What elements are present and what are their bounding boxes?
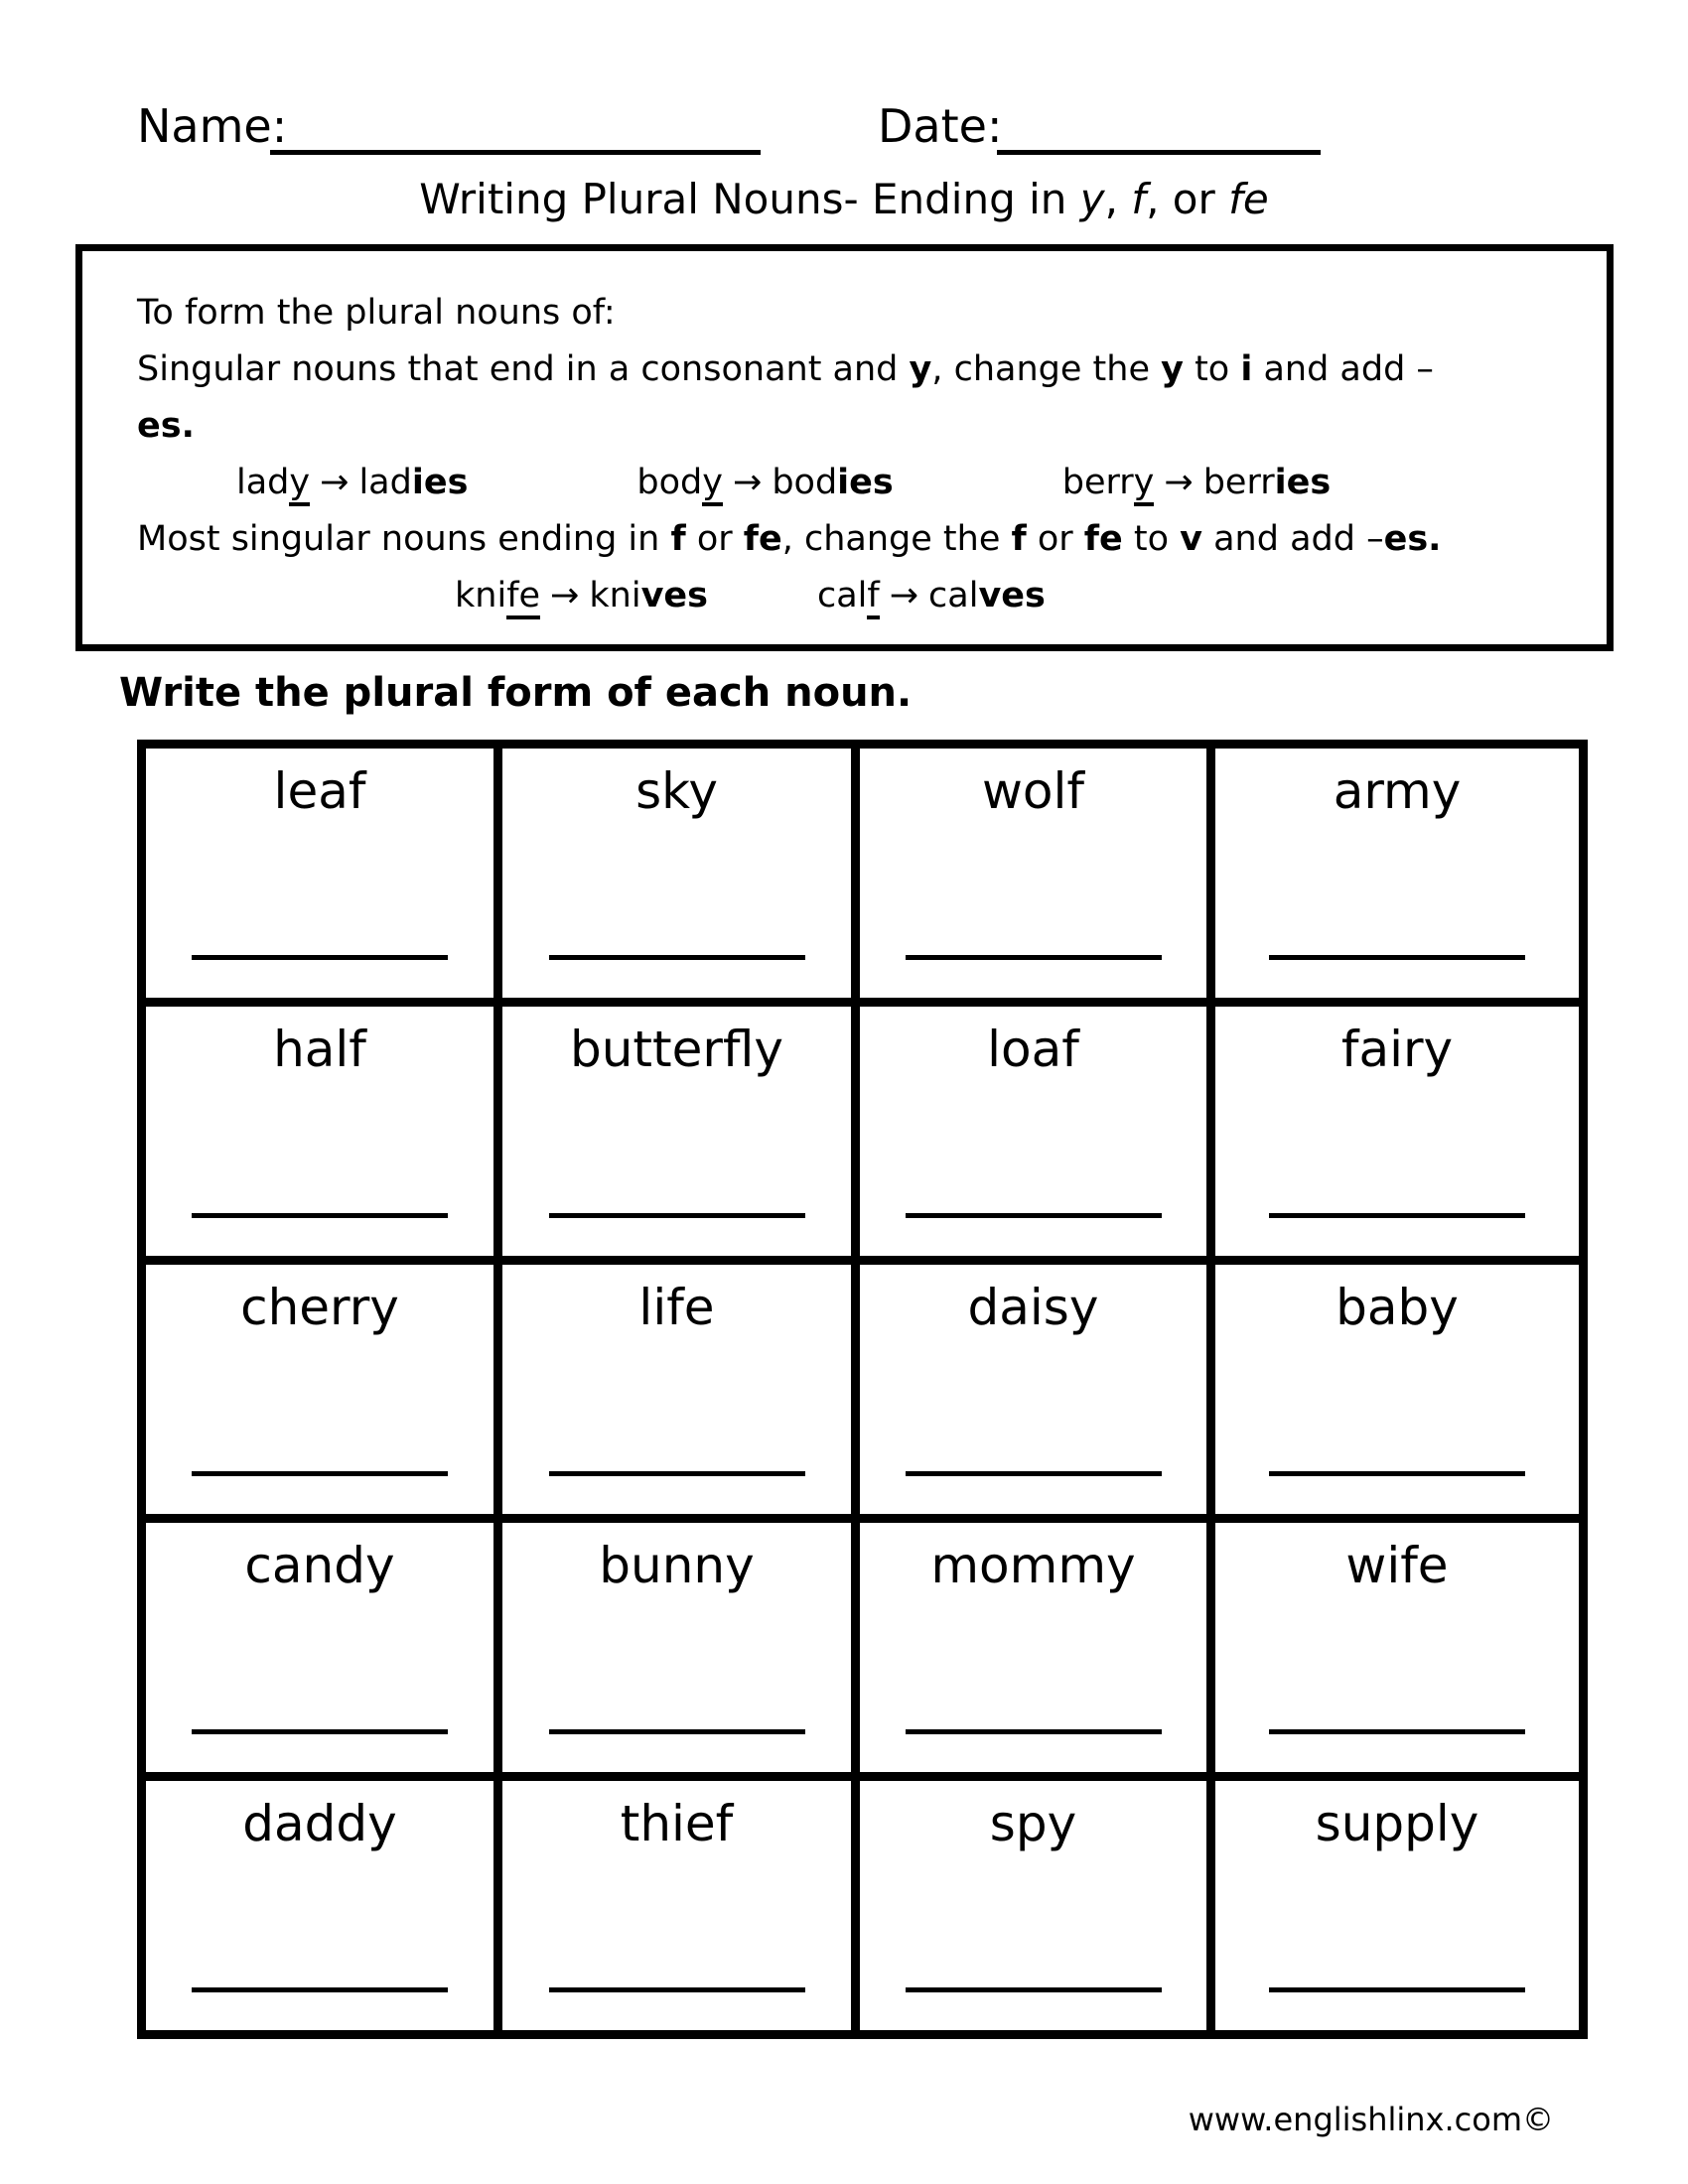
answer-blank <box>1269 955 1525 960</box>
noun-cell <box>142 1519 498 1777</box>
answer-blank <box>192 1213 448 1218</box>
table-row <box>142 1519 1584 1777</box>
answer-blank <box>1269 1987 1525 1992</box>
date-label: Date: <box>878 99 1003 153</box>
examples-f-row <box>455 568 1587 624</box>
instruction-heading: To form the plural nouns of: <box>137 293 616 333</box>
instruction-box <box>75 244 1614 651</box>
noun-word: mommy <box>930 1537 1136 1594</box>
noun-word: sky <box>635 762 718 820</box>
rule-f: Most singular nouns ending in f or fe, change the f or fe to v and add –es. <box>137 519 1442 559</box>
answer-blank <box>906 1987 1162 1992</box>
noun-cell <box>1211 1519 1584 1777</box>
noun-cell <box>142 1777 498 2035</box>
table-row <box>142 1261 1584 1519</box>
noun-word: baby <box>1336 1279 1459 1336</box>
noun-cell <box>498 745 856 1003</box>
noun-table <box>137 740 1588 2039</box>
noun-word: thief <box>620 1795 734 1852</box>
noun-word: candy <box>244 1537 395 1594</box>
noun-cell <box>142 1261 498 1519</box>
rule-y: Singular nouns that end in a consonant and y, change the y to i and add – <box>137 349 1434 389</box>
noun-word: daddy <box>242 1795 397 1852</box>
noun-word: bunny <box>599 1537 755 1594</box>
noun-word: life <box>638 1279 715 1336</box>
noun-cell <box>856 1261 1211 1519</box>
noun-word: cherry <box>240 1279 399 1336</box>
page-title: Writing Plural Nouns- Ending in y, f, or fe <box>419 175 1269 223</box>
answer-blank <box>192 1471 448 1476</box>
noun-word: army <box>1333 762 1462 820</box>
table-row <box>142 1003 1584 1261</box>
noun-cell <box>142 1003 498 1261</box>
noun-cell <box>1211 1777 1584 2035</box>
answer-blank <box>906 955 1162 960</box>
noun-word: leaf <box>273 762 366 820</box>
noun-cell <box>856 1777 1211 2035</box>
answer-blank <box>192 955 448 960</box>
rule-y-continuation: es. <box>137 406 195 446</box>
arrow-icon: → <box>889 576 919 615</box>
noun-cell <box>498 1519 856 1777</box>
table-row <box>142 745 1584 1003</box>
answer-blank <box>192 1729 448 1734</box>
example-calf: calf → calves <box>817 568 1046 624</box>
answer-blank <box>1269 1471 1525 1476</box>
footer-url: www.englishlinx.com© <box>1188 2101 1554 2138</box>
noun-word: wife <box>1345 1537 1449 1594</box>
answer-blank <box>549 1729 805 1734</box>
noun-cell <box>498 1261 856 1519</box>
noun-word: supply <box>1315 1795 1479 1852</box>
noun-cell <box>856 1519 1211 1777</box>
example-lady: lady → ladies <box>236 455 468 511</box>
answer-blank <box>906 1471 1162 1476</box>
date-blank-line <box>997 103 1321 155</box>
example-knife: knife → knives <box>455 568 708 624</box>
noun-word: loaf <box>987 1021 1079 1078</box>
table-row <box>142 1777 1584 2035</box>
noun-word: butterfly <box>569 1021 784 1078</box>
examples-y-row <box>236 455 1587 511</box>
answer-blank <box>1269 1213 1525 1218</box>
noun-word: daisy <box>967 1279 1099 1336</box>
worksheet-prompt: Write the plural form of each noun. <box>119 670 913 716</box>
answer-blank <box>549 1987 805 1992</box>
example-body: body → bodies <box>636 455 893 511</box>
arrow-icon: → <box>1164 463 1194 502</box>
noun-cell <box>856 745 1211 1003</box>
noun-word: half <box>273 1021 366 1078</box>
name-blank-line <box>270 103 761 155</box>
noun-word: spy <box>989 1795 1077 1852</box>
arrow-icon: → <box>732 463 763 502</box>
arrow-icon: → <box>550 576 580 615</box>
answer-blank <box>1269 1729 1525 1734</box>
noun-cell <box>498 1777 856 2035</box>
answer-blank <box>192 1987 448 1992</box>
answer-blank <box>549 955 805 960</box>
example-berry: berry → berries <box>1062 455 1331 511</box>
noun-cell <box>1211 745 1584 1003</box>
noun-cell <box>1211 1261 1584 1519</box>
noun-cell <box>498 1003 856 1261</box>
answer-blank <box>549 1213 805 1218</box>
arrow-icon: → <box>320 463 350 502</box>
noun-word: wolf <box>982 762 1084 820</box>
noun-word: fairy <box>1340 1021 1454 1078</box>
noun-cell <box>1211 1003 1584 1261</box>
answer-blank <box>549 1471 805 1476</box>
noun-cell <box>142 745 498 1003</box>
noun-cell <box>856 1003 1211 1261</box>
name-label: Name: <box>137 99 288 153</box>
answer-blank <box>906 1729 1162 1734</box>
answer-blank <box>906 1213 1162 1218</box>
